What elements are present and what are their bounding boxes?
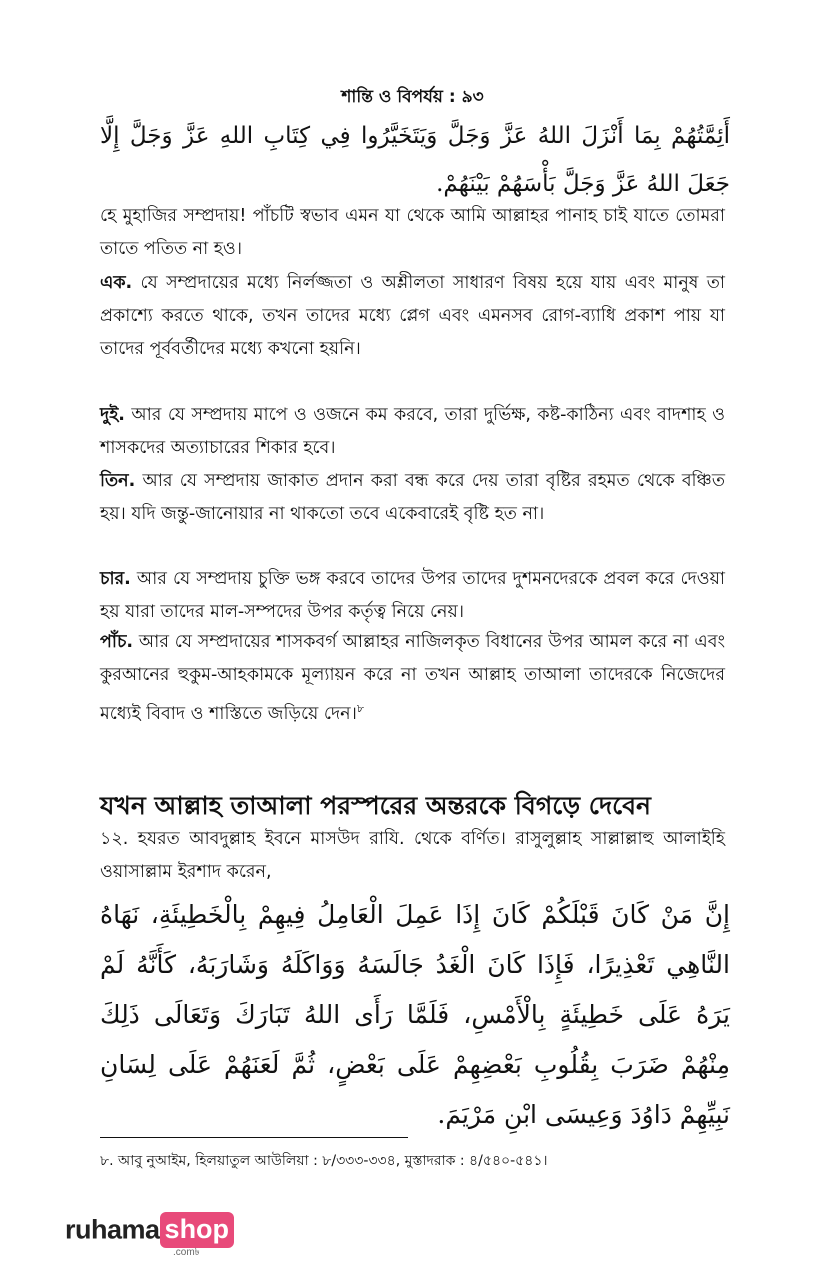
arabic-hadith-text: إِنَّ مَنْ كَانَ قَبْلَكُمْ كَانَ إِذَا عَمِلَ الْعَامِلُ فِيهِمْ بِالْخَطِيئَةِ، نَهَاهُ النَّاهِي تَعْذِيرًا، فَإِذَا كَانَ الْغَدُ جَالَسَهُ وَوَاكَلَهُ وَشَارَبَهُ، كَأَنَّهُ لَمْ يَرَهُ عَلَى خَطِيئَةٍ بِالْأَمْسِ، فَلَمَّا رَأَى اللهُ تَبَارَكَ وَتَعَالَى ذَلِكَ مِنْهُمْ ضَرَبَ بِقُلُوبِ بَعْضِهِمْ عَلَى بَعْضٍ، ثُمَّ لَعَنَهُمْ عَلَى لِسَانِ نَبِيِّهِمْ دَاوُدَ وَعِيسَى ابْنِ مَرْيَمَ. [100,900,730,1129]
point-four-text: আর যে সম্প্রদায় চুক্তি ভঙ্গ করবে তাদের উপর তাদের দুশমনদেরকে প্রবল করে দেওয়া হয় যারা তাদের মাল-সম্পদের উপর কর্তৃত্ব নিয়ে নেয়। [100,569,725,622]
point-one-paragraph [100,267,725,366]
intro-paragraph: হে মুহাজির সম্প্রদায়! পাঁচটি স্বভাব এমন যা থেকে আমি আল্লাহর পানাহ চাই যাতে তোমরা তাতে পতিত না হও। [100,206,725,259]
section-heading: যখন আল্লাহ তাআলা পরস্পরের অন্তরকে বিগড়ে দেবেন [100,791,651,820]
running-head: শান্তি ও বিপর্যয় : ৯৩ [341,87,484,107]
logo-shop-badge: shop [160,1212,235,1248]
point-three-label: তিন. [100,471,136,491]
point-four-label: চার. [100,569,131,589]
point-three-text: আর যে সম্প্রদায় জাকাত প্রদান করা বন্ধ করে দেয় তারা বৃষ্টির রহমত থেকে বঞ্চিত হয়। যদি জন্তু-জানোয়ার না থাকতো তবে একেবারেই বৃষ্টি হত না। [100,471,725,524]
footnote-divider [100,1137,408,1138]
footnote: ৮. আবু নুআইম, হিলয়াতুল আউলিয়া : ৮/৩৩৩-৩৩৪, মুস্তাদরাক : ৪/৫৪০-৫৪১। [100,1153,548,1169]
logo-dotcom-text: .com৳ [173,1247,200,1258]
logo-ruhama-text: ruhama [65,1214,160,1245]
footnote-reference[interactable]: ৮ [356,702,365,715]
arabic-hadith-text-continued: أَئِمَّتُهُمْ بِمَا أَنْزَلَ اللهُ عَزَّ وَجَلَّ وَيَتَخَيَّرُوا فِي كِتَابِ اللهِ عَزَّ وَجَلَّ إِلَّا جَعَلَ اللهُ عَزَّ وَجَلَّ بَأْسَهُمْ بَيْنَهُمْ. [100,123,730,197]
point-two-paragraph [100,399,725,465]
point-four-paragraph [100,563,725,629]
point-two-label: দুই. [100,405,125,425]
point-two-text: আর যে সম্প্রদায় মাপে ও ওজনে কম করবে, তারা দুর্ভিক্ষ, কষ্ট-কাঠিন্য এবং বাদশাহ ও শাসকদের অত্যাচারের শিকার হবে। [100,405,725,458]
point-five-label: পাঁচ. [100,632,134,652]
hadith-intro-paragraph: ১২. হযরত আবদুল্লাহ ইবনে মাসউদ রাযি. থেকে বর্ণিত। রাসুলুল্লাহ সাল্লাল্লাহু আলাইহি ওয়াসাল্লাম ইরশাদ করেন, [100,829,725,882]
ruhamashop-logo [65,1212,234,1258]
point-five-paragraph [100,626,725,731]
point-three-paragraph [100,465,725,531]
point-one-label: এক. [100,273,133,293]
point-one-text: যে সম্প্রদায়ের মধ্যে নির্লজ্জতা ও অশ্লীলতা সাধারণ বিষয় হয়ে যায় এবং মানুষ তা প্রকাশ্যে করতে থাকে, তখন তাদের মধ্যে প্লেগ এবং এমনসব রোগ-ব্যাধি প্রকাশ পায় যা তাদের পূর্ববর্তীদের মধ্যে কখনো হয়নি। [100,273,725,359]
point-five-text: আর যে সম্প্রদায়ের শাসকবর্গ আল্লাহর নাজিলকৃত বিধানের উপর আমল করে না এবং কুরআনের হুকুম-আহকামকে মূল্যায়ন করে না তখন আল্লাহ তাআলা তাদেরকে নিজেদের মধ্যেই বিবাদ ও শাস্তিতে জড়িয়ে দেন। [100,632,725,724]
